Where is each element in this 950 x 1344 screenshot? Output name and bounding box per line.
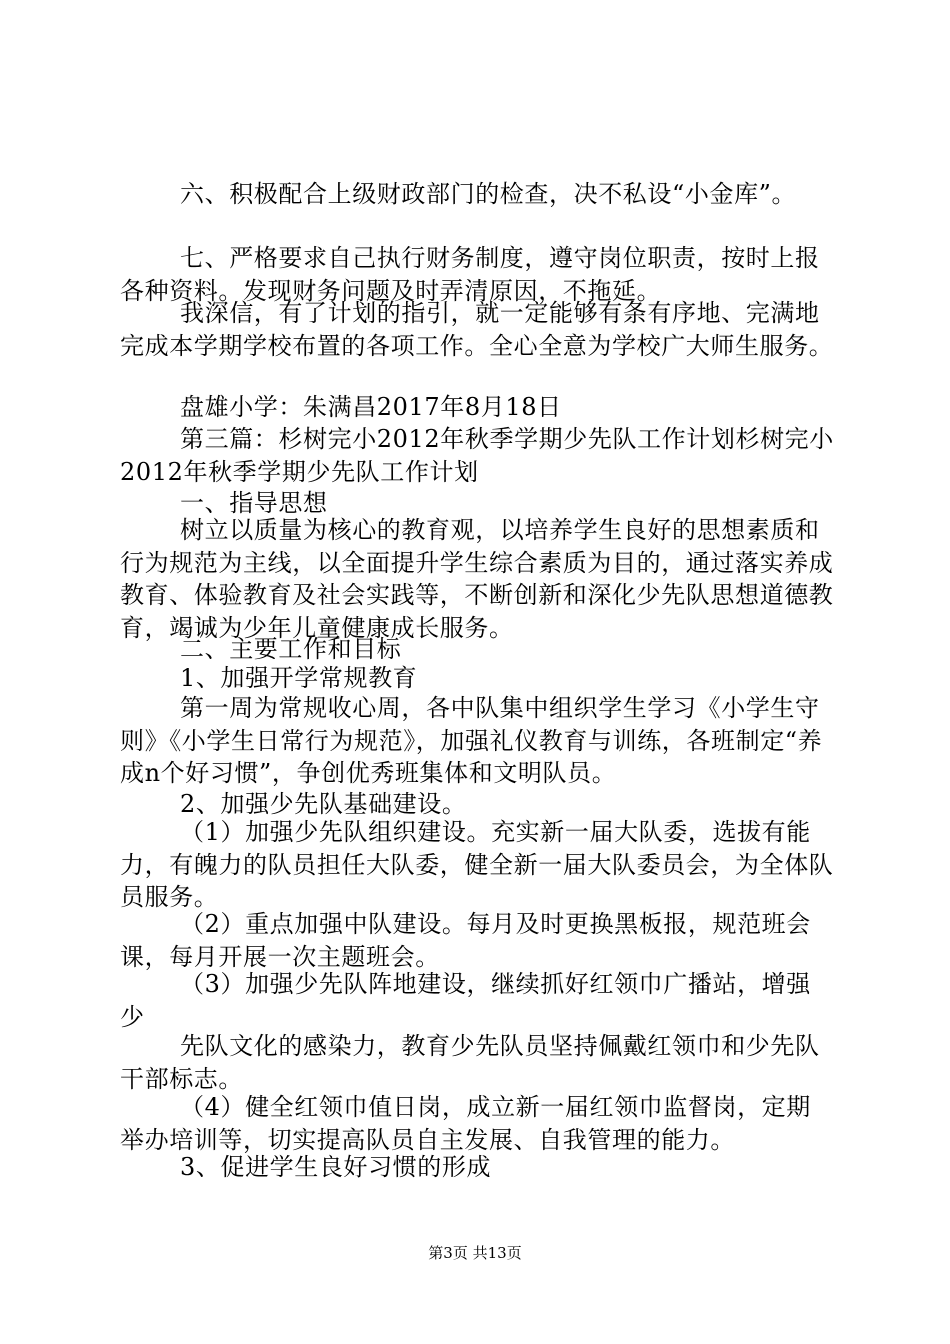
paragraph-organization: （1）加强少先队组织建设。充实新一届大队委，选拔有能力，有魄力的队员担任大队委，健全新一届大队委员会，为全体队员服务。 <box>120 818 834 911</box>
paragraph-item-6: 六、积极配合上级财政部门的检查，决不私设“小金库”。 <box>180 180 797 208</box>
paragraph-front-construction: （3）加强少先队阵地建设，继续抓好红领巾广播站，增强少 <box>120 970 811 1031</box>
heading-main-work: 二、主要工作和目标 <box>180 635 402 663</box>
paragraph-front-construction-cont: 先队文化的感染力，教育少先队员坚持佩戴红领巾和少先队干部标志。 <box>120 1032 820 1093</box>
heading-guiding-thought: 一、指导思想 <box>180 489 328 517</box>
heading-good-habits: 3、促进学生良好习惯的形成 <box>180 1153 492 1181</box>
heading-routine-education: 1、加强开学常规教育 <box>180 664 418 692</box>
paragraph-part-three-title: 第三篇：杉树完小2012年秋季学期少先队工作计划杉树完小2012年秋季学期少先队工作计划 <box>120 425 834 486</box>
heading-basic-construction: 2、加强少先队基础建设。 <box>180 790 467 818</box>
paragraph-item-7: 七、严格要求自己执行财务制度，遵守岗位职责，按时上报各种资料。发现财务问题及时弄清原因，不拖延。 <box>120 244 820 305</box>
paragraph-conviction: 我深信，有了计划的指引，就一定能够有条有序地、完满地完成本学期学校布置的各项工作。全心全意为学校广大师生服务。 <box>120 299 834 360</box>
paragraph-duty-post: （4）健全红领巾值日岗，成立新一届红领巾监督岗，定期举办培训等，切实提高队员自主发展、自我管理的能力。 <box>120 1093 811 1154</box>
page-footer: 第3页 共13页 <box>428 1244 522 1262</box>
paragraph-guiding-thought: 树立以质量为核心的教育观，以培养学生良好的思想素质和行为规范为主线，以全面提升学生综合素质为目的，通过落实养成教育、体验教育及社会实践等，不断创新和深化少先队思想道德教育，竭诚为少年儿童健康成长服务。 <box>120 516 834 642</box>
paragraph-signature: 盘雄小学：朱满昌2017年8月18日 <box>180 393 562 421</box>
paragraph-squad-construction: （2）重点加强中队建设。每月及时更换黑板报，规范班会课，每月开展一次主题班会。 <box>120 910 811 971</box>
paragraph-routine-education: 第一周为常规收心周，各中队集中组织学生学习《小学生守则》《小学生日常行为规范》，加强礼仪教育与训练，各班制定“养成n个好习惯”，争创优秀班集体和文明队员。 <box>120 694 823 787</box>
